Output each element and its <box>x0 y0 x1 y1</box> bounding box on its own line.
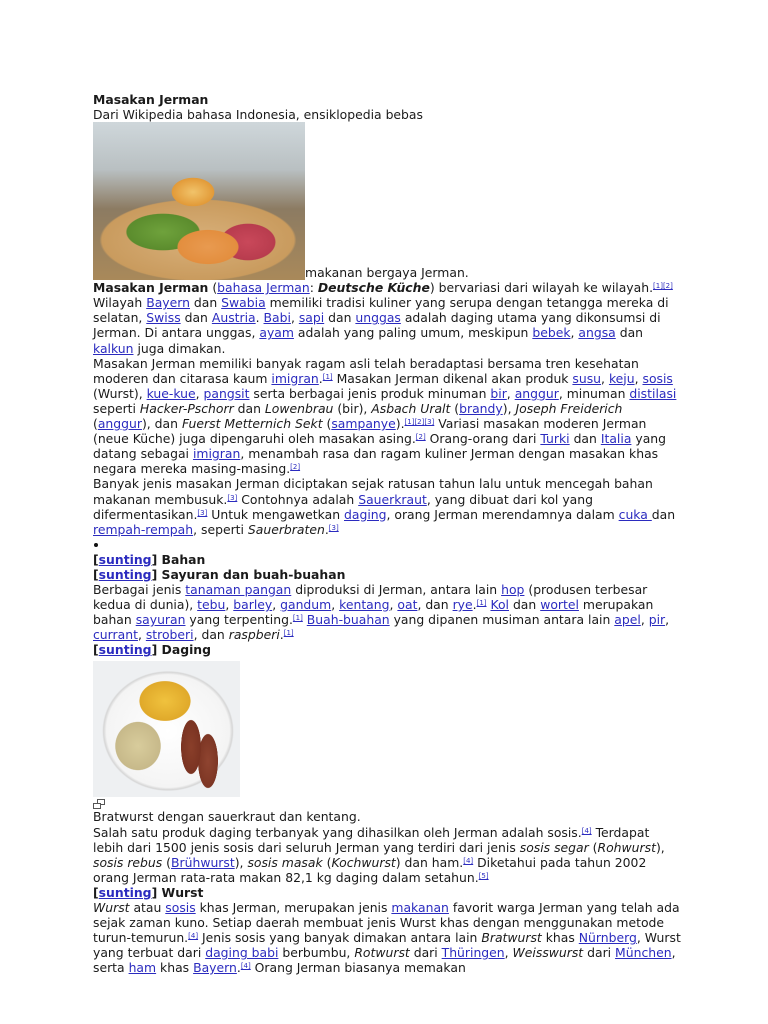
term: sosis masak <box>247 854 323 870</box>
link-brandy[interactable]: brandy <box>459 400 503 416</box>
term: Hacker-Pschorr <box>139 400 234 416</box>
citation-1[interactable]: [1] <box>322 372 333 381</box>
text: dan <box>324 310 356 326</box>
link-sampanye[interactable]: sampanye <box>331 416 396 432</box>
text: ( <box>322 854 332 870</box>
text: ) bervariasi dari wilayah ke wilayah. <box>429 280 654 296</box>
link-pangsit[interactable]: pangsit <box>203 385 250 401</box>
link-stroberi[interactable]: stroberi <box>145 627 194 643</box>
citation-1[interactable]: [1] <box>476 599 487 608</box>
citation-4[interactable]: [4] <box>581 826 592 835</box>
heading-text: Bahan <box>161 551 206 567</box>
citation-5[interactable]: [5] <box>478 871 489 880</box>
text: , <box>665 612 670 628</box>
article <box>93 92 683 975</box>
link-kol[interactable]: Kol <box>490 597 509 613</box>
lead-term: Masakan Jerman <box>93 280 209 296</box>
text: dan <box>615 325 644 341</box>
text: Banyak jenis masakan Jerman diciptakan sejak ratusan tahun lalu untuk mencegah bahan makanan membusuk. <box>93 476 653 507</box>
term: Weisswurst <box>512 945 584 961</box>
text: favorit warga Jerman yang telah ada sejak zaman kuno. Setiap daerah membuat jenis Wurst khas dengan menggunakan metode turun-temurun. <box>93 900 680 946</box>
food-platter-image[interactable] <box>93 122 305 280</box>
link-wortel[interactable]: wortel <box>540 597 579 613</box>
heading-text: Wurst <box>161 884 204 900</box>
link-bahasa-jerman[interactable]: bahasa Jerman <box>217 280 310 296</box>
text: merupakan bahan <box>93 597 654 628</box>
text: : <box>309 280 318 296</box>
text: , Wurst yang terbuat dari <box>93 930 681 961</box>
text: Untuk mengawetkan <box>207 506 344 522</box>
image2-caption: Bratwurst dengan sauerkraut dan kentang. <box>93 809 361 825</box>
link-kalkun[interactable]: kalkun <box>93 340 134 356</box>
text: dan <box>233 400 265 416</box>
link-babi[interactable]: Babi <box>263 310 291 326</box>
link-distilasi[interactable]: distilasi <box>629 385 677 401</box>
image1-block <box>93 122 683 280</box>
term: Fuerst Metternich Sekt <box>181 416 323 432</box>
link-oat[interactable]: oat <box>397 597 418 613</box>
citation-1[interactable]: [1] <box>404 418 415 427</box>
link-susu[interactable]: susu <box>572 370 602 386</box>
text: Berbagai jenis <box>93 581 186 597</box>
text: , seperti <box>193 521 248 537</box>
citation-2[interactable]: [2] <box>290 463 301 472</box>
bratwurst-plate-image[interactable] <box>93 661 240 797</box>
text: ), dan <box>141 416 182 432</box>
page-subtitle: Dari Wikipedia bahasa Indonesia, ensiklopedia bebas <box>93 107 423 123</box>
link-thuringen[interactable]: Thüringen <box>441 945 505 961</box>
link-kentang[interactable]: kentang <box>339 597 390 613</box>
text: , <box>634 370 643 386</box>
term: Sauerbraten <box>247 521 325 537</box>
link-pir[interactable]: pir <box>648 612 666 628</box>
text: ), <box>502 400 516 416</box>
text: . <box>255 310 264 326</box>
wurst-paragraph <box>93 900 683 975</box>
citation-3[interactable]: [3] <box>424 418 435 427</box>
text: , <box>331 597 340 613</box>
bullet-dot-icon <box>94 543 98 547</box>
text: , dan <box>193 627 229 643</box>
text: ( <box>93 416 98 432</box>
link-ayam[interactable]: ayam <box>259 325 294 341</box>
link-buah-buahan[interactable]: Buah-buahan <box>306 612 390 628</box>
text: serta berbagai jenis produk minuman <box>249 385 491 401</box>
text: Masakan Jerman memiliki banyak ragam asli telah beradaptasi bersama tren kesehatan moderen dan citarasa kaum <box>93 355 639 386</box>
text: . <box>472 597 477 613</box>
link-gandum[interactable]: gandum <box>280 597 332 613</box>
text: , serta <box>93 945 676 976</box>
link-rempah-rempah[interactable]: rempah-rempah <box>93 521 194 537</box>
text: , dan <box>417 597 453 613</box>
heading-text: Daging <box>161 642 212 658</box>
intro-paragraph-1 <box>93 280 683 355</box>
text: Contohnya adalah <box>237 491 359 507</box>
citation-3[interactable]: [3] <box>197 508 208 517</box>
term: Rotwurst <box>354 945 410 961</box>
text: seperti <box>93 400 140 416</box>
citation-2[interactable]: [2] <box>662 282 673 291</box>
link-sosis[interactable]: sosis <box>165 900 196 915</box>
link-bayern[interactable]: Bayern <box>146 295 190 311</box>
page-title: Masakan Jerman <box>93 92 209 107</box>
text: ( <box>322 416 332 432</box>
citation-4[interactable]: [4] <box>240 962 251 971</box>
text: dan <box>189 295 222 311</box>
text: ). <box>395 416 405 432</box>
daging-paragraph <box>93 825 683 885</box>
text: khas <box>156 960 194 976</box>
link-italia[interactable]: Italia <box>600 431 632 447</box>
link-turki[interactable]: Turki <box>540 431 570 447</box>
text: yang datang sebagai <box>93 431 667 462</box>
text: (bir), <box>333 400 372 416</box>
text: Orang-orang dari <box>425 431 541 447</box>
term: Joseph Freiderich <box>515 400 623 416</box>
link-apel[interactable]: apel <box>614 612 641 628</box>
text: , <box>195 385 204 401</box>
text: , <box>640 612 649 628</box>
link-unggas[interactable]: unggas <box>355 310 401 326</box>
text: Orang Jerman biasanya memakan <box>250 960 466 976</box>
link-cuka[interactable]: cuka <box>618 506 652 522</box>
citation-3[interactable]: [3] <box>227 493 238 502</box>
text: , <box>506 385 515 401</box>
text: dan <box>509 597 541 613</box>
citation-4[interactable]: [4] <box>463 856 474 865</box>
link-austria[interactable]: Austria <box>211 310 256 326</box>
citation-2[interactable]: [2] <box>414 418 425 427</box>
term: raspberi <box>228 627 280 643</box>
text: (Wurst), <box>93 385 147 401</box>
text: dan <box>569 431 601 447</box>
link-bayern[interactable]: Bayern <box>193 960 237 976</box>
link-tebu[interactable]: tebu <box>197 597 226 613</box>
term: Bratwurst <box>481 930 542 946</box>
link-currant[interactable]: currant <box>93 627 138 643</box>
text: memiliki tradisi kuliner yang serupa dengan tetangga mereka di selatan, <box>93 295 669 326</box>
text: , yang dibuat dari kol yang difermentasikan. <box>93 491 593 522</box>
citation-3[interactable]: [3] <box>328 523 339 532</box>
text: adalah yang paling umum, meskipun <box>293 325 533 341</box>
text: khas Jerman, merupakan jenis <box>195 900 392 915</box>
link-bebek[interactable]: bebek <box>532 325 571 341</box>
text: adalah daging utama yang dikonsumsi di Jerman. Di antara unggas, <box>93 310 661 341</box>
text: Salah satu produk daging terbanyak yang dihasilkan oleh Jerman adalah sosis. <box>93 824 582 840</box>
text: Variasi masakan moderen Jerman (neue Küche) juga dipengaruhi oleh masakan asing. <box>93 416 647 447</box>
text: , <box>504 945 513 961</box>
link-swiss[interactable]: Swiss <box>146 310 181 326</box>
text: khas <box>541 930 579 946</box>
text: Masakan Jerman dikenal akan produk <box>332 370 573 386</box>
text: . <box>279 627 284 643</box>
edit-link-wurst[interactable]: sunting <box>98 884 152 900</box>
text: Diketahui pada tahun 2002 orang Jerman rata-rata makan 82,1 kg daging dalam setahun. <box>93 854 647 885</box>
section-heading-sayuran: [sunting] Sayuran dan buah-buahan <box>93 566 346 582</box>
link-rye[interactable]: rye <box>452 597 473 613</box>
link-tanaman-pangan[interactable]: tanaman pangan <box>185 581 292 597</box>
section-heading-daging: [sunting] Daging <box>93 642 212 658</box>
citation-1[interactable]: [1] <box>653 282 663 291</box>
heading-text: Sayuran dan buah-buahan <box>161 566 346 582</box>
link-anggur[interactable]: anggur <box>514 385 559 401</box>
term: sosis rebus <box>93 854 163 870</box>
text: Wilayah <box>93 295 147 311</box>
link-munchen[interactable]: München <box>615 945 672 961</box>
text: , <box>225 597 234 613</box>
link-swabia[interactable]: Swabia <box>221 295 266 311</box>
link-angsa[interactable]: angsa <box>578 325 616 341</box>
text: Jenis sosis yang banyak dimakan antara lain <box>198 930 482 946</box>
text: ( <box>588 839 598 855</box>
text: , <box>272 597 281 613</box>
edit-link-daging[interactable]: sunting <box>98 642 152 658</box>
link-daging-babi[interactable]: daging babi <box>205 945 279 961</box>
citation-1[interactable]: [1] <box>292 614 303 623</box>
text: . <box>236 960 241 976</box>
section-heading-wurst: [sunting] Wurst <box>93 884 204 900</box>
link-nurnberg[interactable]: Nürnberg <box>578 930 637 946</box>
term: Asbach Uralt <box>371 400 451 416</box>
text: (produsen terbesar kedua di dunia), <box>93 581 648 613</box>
link-makanan[interactable]: makanan <box>391 900 449 915</box>
enlarge-icon[interactable] <box>93 799 105 809</box>
link-keju[interactable]: keju <box>608 370 635 386</box>
link-bruhwurst[interactable]: Brühwurst <box>171 854 235 870</box>
text: yang terpenting. <box>185 612 293 628</box>
link-sapi[interactable]: sapi <box>298 310 325 326</box>
text: ( <box>208 280 218 296</box>
text: juga dimakan. <box>133 340 226 356</box>
intro-paragraph-3 <box>93 476 683 536</box>
text: dari <box>583 945 616 961</box>
term: Wurst <box>93 900 130 915</box>
text: berbumbu, <box>278 945 355 961</box>
link-ham[interactable]: ham <box>128 960 157 976</box>
text: , menambah rasa dan ragam kuliner Jerman dengan masakan khas negara mereka masing-masing. <box>93 446 659 477</box>
text: ), <box>234 854 248 870</box>
text: dan <box>651 506 676 522</box>
citation-1[interactable]: [1] <box>283 629 294 638</box>
term: sosis segar <box>519 839 589 855</box>
link-barley[interactable]: barley <box>233 597 273 613</box>
term: Rohwurst <box>597 839 656 855</box>
link-anggur-2[interactable]: anggur <box>97 416 142 432</box>
image1-caption: makanan bergaya Jerman. <box>305 265 469 281</box>
text: ) dan ham. <box>395 854 464 870</box>
text: ( <box>162 854 172 870</box>
link-imigran-2[interactable]: imigran <box>192 446 241 462</box>
intro-paragraph-2 <box>93 356 683 477</box>
text: ), <box>655 839 665 855</box>
term: Lowenbrau <box>264 400 334 416</box>
link-bir[interactable]: bir <box>490 385 507 401</box>
link-daging[interactable]: daging <box>344 506 387 522</box>
term-deutsche-kuche: Deutsche Küche <box>317 280 430 296</box>
text: dari <box>409 945 442 961</box>
text: dan <box>180 310 212 326</box>
sayuran-paragraph <box>93 582 683 642</box>
link-sauerkraut[interactable]: Sauerkraut <box>358 491 427 507</box>
text: ( <box>450 400 460 416</box>
text: . <box>318 370 323 386</box>
text: . <box>324 521 329 537</box>
text: , <box>137 627 146 643</box>
link-sayuran[interactable]: sayuran <box>135 612 186 628</box>
citation-group <box>653 282 673 290</box>
text: , <box>290 310 299 326</box>
text: , minuman <box>558 385 630 401</box>
text: , <box>389 597 398 613</box>
section-heading-bahan: [sunting] Bahan <box>93 551 206 567</box>
citation-4[interactable]: [4] <box>188 932 199 941</box>
text: , <box>570 325 579 341</box>
bullet-marker <box>93 537 683 552</box>
term: Kochwurst <box>331 854 396 870</box>
citation-2[interactable]: [2] <box>415 433 426 442</box>
text: Terdapat lebih dari 1500 jenis sosis dari seluruh Jerman yang terdiri dari jenis <box>93 824 650 855</box>
text: , orang Jerman merendamnya dalam <box>386 506 619 522</box>
link-sosis[interactable]: sosis <box>642 370 673 386</box>
link-imigran[interactable]: imigran <box>271 370 319 386</box>
text: , <box>601 370 609 386</box>
text: yang dipanen musiman antara lain <box>389 612 615 628</box>
text: atau <box>129 900 166 915</box>
link-kue-kue[interactable]: kue-kue <box>146 385 196 401</box>
text: diproduksi di Jerman, antara lain <box>291 581 502 597</box>
edit-link-bahan[interactable]: sunting <box>98 551 152 567</box>
link-hop[interactable]: hop <box>501 581 525 597</box>
edit-link-sayuran[interactable]: sunting <box>98 566 152 582</box>
